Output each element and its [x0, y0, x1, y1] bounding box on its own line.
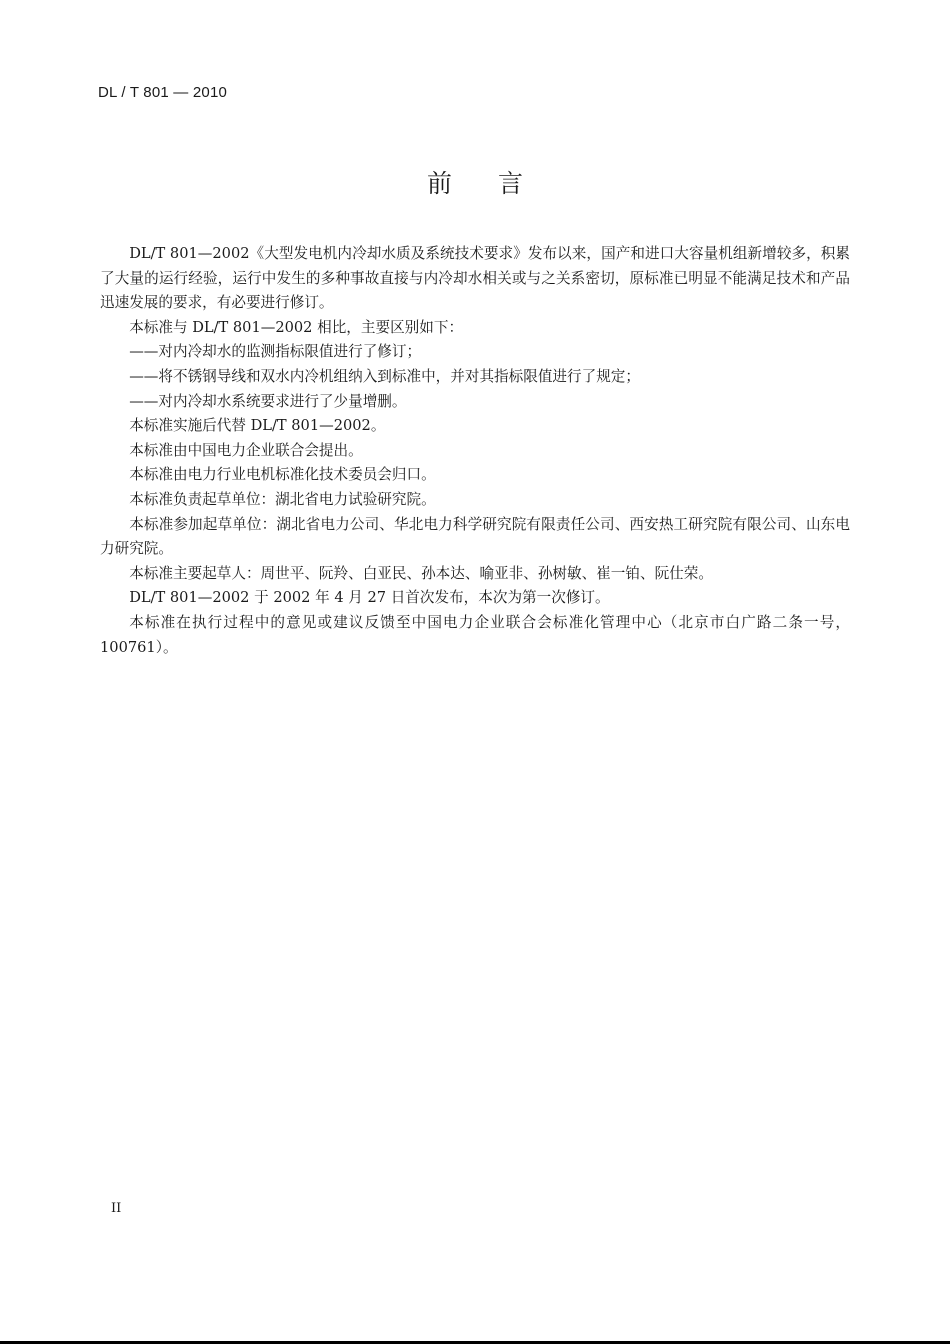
paragraph-participating-drafters: 本标准参加起草单位：湖北省电力公司、华北电力科学研究院有限责任公司、西安热工研究院有限公司、山东电力研究院。 [100, 515, 850, 558]
foreword-body [100, 242, 850, 660]
page-title: 前言 [426, 169, 569, 198]
paragraph-feedback: 本标准在执行过程中的意见或建议反馈至中国电力企业联合会标准化管理中心（北京市白广路二条一号，100761）。 [100, 613, 850, 656]
paragraph-history: DL/T 801—2002 于 2002 年 4 月 27 日首次发布，本次为第一次修订。 [129, 589, 610, 607]
paragraph-proposed-by: 本标准由中国电力企业联合会提出。 [129, 441, 363, 459]
paragraph-differences: 本标准与 DL/T 801—2002 相比，主要区别如下： [129, 318, 464, 336]
paragraph-lead-drafter: 本标准负责起草单位：湖北省电力试验研究院。 [129, 490, 436, 508]
paragraph-main-drafters: 本标准主要起草人：周世平、阮羚、白亚民、孙本达、喻亚非、孙树敏、崔一铂、阮仕荣。 [129, 564, 713, 582]
list-item: ——将不锈钢导线和双水内冷机组纳入到标准中，并对其指标限值进行了规定； [129, 367, 640, 385]
paragraph-intro: DL/T 801—2002《大型发电机内冷却水质及系统技术要求》发布以来，国产和进口大容量机组新增较多，积累了大量的运行经验，运行中发生的多种事故直接与内冷却水相关或与之关系密切，原标准已明显不能满足技术和产品迅速发展的要求，有必要进行修订。 [100, 245, 850, 312]
list-item: ——对内冷却水系统要求进行了少量增删。 [129, 392, 407, 410]
paragraph-replaces: 本标准实施后代替 DL/T 801—2002。 [129, 417, 386, 435]
document-code: DL / T 801 — 2010 [98, 84, 228, 101]
page-number: II [111, 1201, 122, 1216]
paragraph-centralized-by: 本标准由电力行业电机标准化技术委员会归口。 [129, 466, 436, 484]
list-item: ——对内冷却水的监测指标限值进行了修订； [129, 343, 422, 361]
